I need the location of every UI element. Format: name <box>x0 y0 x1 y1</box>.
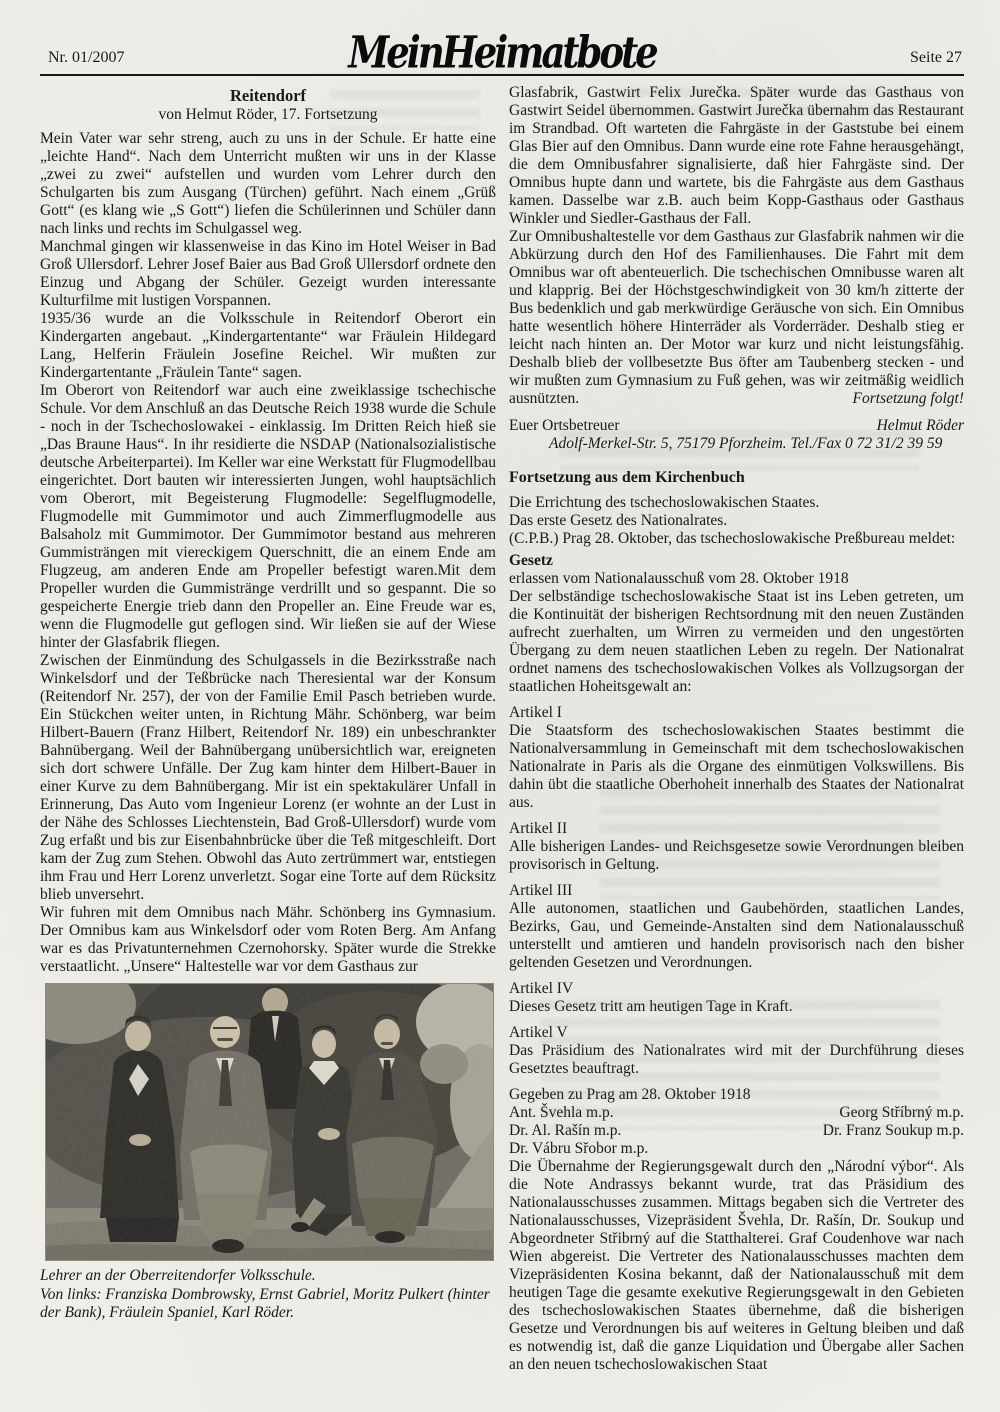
page-header <box>40 0 964 76</box>
article-section <box>509 980 964 1016</box>
article-label: Artikel I <box>509 704 562 721</box>
law-body: Der selbständige tschechoslowakische Staat ist ins Leben getreten, um die Kontinuität der bisherigen Rechtsordnung mit den neuen Zuständen aufrecht zuerhalten, um Wirren zu vermeiden und den ungestörten Übergang zu dem neuen staatlichen Leben zu regeln. Der Nationalrat ordnet namens des tschechoslowakischen Volkes als Vollzugsorgan der staatlichen Hoheitsgewalt an: <box>509 588 964 695</box>
photo-caption-line2: Von links: Franziska Dombrowsky, Ernst Gabriel, Moritz Pulkert (hinter der Bank), Fräulein Spaniel, Karl Röder. <box>40 1285 490 1321</box>
intro-line: Die Errichtung des tschechoslowakischen Staates. <box>509 494 820 511</box>
issue-number: Nr. 01/2007 <box>48 49 125 66</box>
paragraph: Im Oberort von Reitendorf war auch eine zweiklassige tschechische Schule. Vor dem Anschluß an das Deutsche Reich 1938 wurde die Schule - noch in der Tschechoslowakei - einklassig. Im Dritten Reich hieß sie „Das Braune Haus“. In ihr residierte die NSDAP (Nationalsozialistische deutsche Arbeiterpartei). Im Keller war eine Werkstatt für Flugmodellbau eingerichtet. Dort bauten wir interessierten Jungen, wohl hauptsächlich vom Oberort, mit Begeisterung Flugmodelle: Segelflugmodelle, Flugmodelle mit Gummimotor und auch Zimmerflugmodelle aus Balsaholz mit Gummimotor. Der Gummimotor bestand aus mehreren Gummisträngen mit viereckigem Querschnitt, die an einem Ende am Flugzeug, am anderen Ende am Propeller befestigt waren.Mit dem Propeller wurden die Gummistränge verdrillt und so gespannt. Die so gespeicherte Energie trieb dann den Propeller an. Eine Freude war es, wenn die Flugmodelle gut geflogen sind. Wir ließen sie auf der Wiese hinter der Glasfabrik fliegen. <box>40 382 496 651</box>
article-label: Artikel IV <box>509 980 574 997</box>
article-section <box>509 704 964 812</box>
signature-row <box>509 1122 964 1140</box>
signatures-block <box>509 1104 964 1158</box>
signoff-address: Adolf-Merkel-Str. 5, 75179 Pforzheim. Tel./Fax 0 72 31/2 39 59 <box>549 435 943 452</box>
signature-row <box>509 1140 964 1158</box>
paragraph: Glasfabrik, Gastwirt Felix Jurečka. Später wurde das Gasthaus von Gastwirt Seidel übernommen. Gastwirt Jurečka übernahm das Restaurant im Strandbad. Oft warteten die Fahrgäste in der Gaststube bei einem Glas Bier auf den Omnibus. Dann wurde eine rote Fahne herausgehängt, die dem Omnibusfahrer signalisierte, daß hier Fahrgäste sind. Der Omnibus hupte dann und wartete, bis die Fahrgäste aus dem Gasthaus kamen. Dasselbe war z.B. auch beim Kopp-Gasthaus oder Gasthaus Winkler und Siedler-Gasthaus der Fall. <box>509 84 964 227</box>
group-photo <box>45 983 494 1261</box>
article-text: Dieses Gesetz tritt am heutigen Tage in Kraft. <box>509 998 793 1015</box>
paragraph: 1935/36 wurde an die Volksschule in Reitendorf Oberort ein Kindergarten angebaut. „Kindergartentante“ war Fräulein Hildegard Lang, Helferin Fräulein Josefine Reichel. Wir mußten zur Kindergartentante „Fräulein Tante“ sagen. <box>40 310 496 381</box>
signoff-author: Helmut Röder <box>876 417 964 434</box>
signature: Ant. Švehla m.p. <box>509 1104 614 1121</box>
dateline: Gegeben zu Prag am 28. Oktober 1918 <box>509 1086 751 1103</box>
group-photo-illustration <box>46 984 493 1260</box>
continuation-note: Fortsetzung folgt! <box>852 390 964 407</box>
article-label: Artikel V <box>509 1024 568 1041</box>
law-label: Gesetz <box>509 552 553 569</box>
article-label: Artikel III <box>509 882 573 899</box>
intro-line: Das erste Gesetz des Nationalrates. <box>509 512 728 529</box>
signature: Georg Stříbrný m.p. <box>839 1104 964 1121</box>
signature: Dr. Vábru Sřobor m.p. <box>509 1140 649 1157</box>
photo-caption-line1: Lehrer an der Oberreitendorfer Volksschule. <box>40 1267 316 1284</box>
paragraph-with-continuation <box>509 228 964 408</box>
masthead-logo: MeinHeimatbote <box>348 26 656 78</box>
paragraph: Mein Vater war sehr streng, auch zu uns in der Schule. Er hatte eine „leichte Hand“. Nach dem Unterricht mußten wir uns in der Klasse „zwei zu zwei“ aufstellen und wurden vom Lehrer durch den Schulgarten bis zum Ausgang (Türchen) geführt. Nach einem „Grüß Gott“ (es klang wie „S Gott“) liefen die Schülerinnen und Schüler dann nach links und rechts im Schulgassel weg. <box>40 130 496 237</box>
signoff-block <box>509 417 964 453</box>
paragraph: Manchmal gingen wir klassenweise in das Kino im Hotel Weiser in Bad Groß Ullersdorf. Lehrer Josef Baier aus Bad Groß Ullersdorf ordnete den Einzug und Abgang der Schüler. Gezeigt wurden interessante Kulturfilme mit lustigen Vorspannen. <box>40 238 496 309</box>
signature: Dr. Franz Soukup m.p. <box>822 1122 964 1139</box>
article-text: Das Präsidium des Nationalrates wird mit der Durchführung dieses Gesetztes beauftragt. <box>509 1042 964 1077</box>
law-issued-line: erlassen vom Nationalausschuß vom 28. Oktober 1918 <box>509 570 849 587</box>
intro-line: (C.P.B.) Prag 28. Oktober, das tschechoslowakische Preßbureau meldet: <box>509 530 956 547</box>
paragraph-text: Zur Omnibushaltestelle vor dem Gasthaus zur Glasfabrik nahmen wir die Abkürzung durch den Hof des Familienhauses. Die Fahrt mit dem Omnibus war oft abenteuerlich. Die tschechischen Omnibusse waren alt und klapprig. Bei der Höchstgeschwindigkeit von 30 km/h zitterte der Bus bedenklich und gab merkwürdige Geräusche von sich. Ein Omnibus hatte wesentlich höhere Hinterräder als Vorderräder. Deshalb stieg er leicht nach hinten an. Der Motor war kurz und nicht leistungsfähig. Deshalb blieb der vollbesetzte Bus öfter am Taubenberg stecken - und wir mußten zum Gymnasium zu Fuß gehen, was wir zeitmäßig weidlich ausnützten. <box>509 228 964 407</box>
left-column <box>40 84 496 1374</box>
article-subtitle: von Helmut Röder, 17. Fortsetzung <box>158 106 378 123</box>
article-section <box>509 820 964 874</box>
closing-paragraph: Die Übernahme der Regierungsgewalt durch den „Národní výbor“. Als die Note Andrassys bekannt wurde, trat das Präsidium des Nationalausschusses zusammen. Mittags begaben sich die Vertreter des Nationalausschusses, Vizepräsident Švehla, Dr. Rašín, Dr. Soukup und Abgeordneter Střibrný auf die Statthalterei. Graf Coudenhove war nach Wien abgereist. Die Vertreter des Nationalausschusses machten dem Vizepräsidenten Kosina bekannt, daß der Nationalausschuß mit dem heutigen Tage die gesamte exekutive Regierungsgewalt in den Gebieten des tschechoslowakischen Staates übernehme, daß die bisherigen Gesetze und Verordnungen bis auf weiteres in Geltung bleiben und daß es notwendig ist, daß die ganze Liquidation und Übergabe aller Sachen an den neuen tschechoslowakischen Staat <box>509 1158 964 1373</box>
right-column <box>509 84 964 1374</box>
article-section <box>509 882 964 972</box>
page-number: Seite 27 <box>910 49 962 66</box>
signature: Dr. Al. Rašín m.p. <box>509 1122 622 1139</box>
article-text: Alle autonomen, staatlichen und Gaubehörden, staatlichen Landes, Bezirks, Gau, und Gemeinde-Anstalten sind dem Nationalausschuß unterstellt und amtieren und handeln provisorisch nach den bisher geltenden Gesetzen und Verordnungen. <box>509 900 964 971</box>
paragraph: Wir fuhren mit dem Omnibus nach Mähr. Schönberg ins Gymnasium. Der Omnibus kam aus Winkelsdorf oder vom Roten Berg. Am Anfang war es das Privatunternehmen Czernohorsky. Später wurde die Strekke verstaatlicht. „Unsere“ Haltestelle war vor dem Gasthaus zur <box>40 904 496 975</box>
article-title: Reitendorf <box>229 86 307 105</box>
article-label: Artikel II <box>509 820 568 837</box>
article-text: Alle bisherigen Landes- und Reichsgesetze sowie Verordnungen bleiben provisorisch in Geltung. <box>509 838 964 873</box>
section-heading: Fortsetzung aus dem Kirchenbuch <box>509 469 745 486</box>
photo-caption <box>40 1267 496 1323</box>
article-section <box>509 1024 964 1078</box>
paragraph: Zwischen der Einmündung des Schulgassels in die Bezirksstraße nach Winkelsdorf und der Teßbrücke nach Theresiental war der Konsum (Reitendorf Nr. 257), der von der Familie Emil Pasch betrieben wurde. Ein Stückchen weiter unten, in Richtung Mähr. Schönberg, war beim Hilbert-Bauern (Franz Hilbert, Reitendorf Nr. 189) ein unbeschrankter Bahnübergang. Weil der Bahnübergang unübersichtlich war, ereigneten sich dort schwere Unfälle. Der Zug kam hinter dem Hilbert-Bauer in einer Kurve zu dem Bahnübergang. Mir ist ein spektakulärer Unfall in Erinnerung, Das Auto vom Ingenieur Lorenz (er wohnte an der Lust in der Nähe des Schlosses Liechtenstein, Bad Groß-Ullersdorf) wurde vom Zug erfaßt und bis zur Eisenbahnbrücke über die Teß mitgeschleift. Dort kam der Zug zum Stehen. Obwohl das Auto zertrümmert war, entstiegen ihm Frau und Herr Lorenz unverletzt. Sogar eine Torte auf dem Rücksitz blieb unversehrt. <box>40 652 496 903</box>
two-column-layout <box>0 76 1000 1374</box>
signature-row <box>509 1104 964 1122</box>
article-text: Die Staatsform des tschechoslowakischen Staates bestimmt die Nationalversammlung in Gemeinschaft mit dem tschechoslowakischen Nationalrate in Paris als die Organe des einmütigen Volkswillens. Bis dahin übt die staatliche Oberhoheit innerhalb des Staates der Nationalrat aus. <box>509 722 964 811</box>
signoff-role: Euer Ortsbetreuer <box>509 417 620 434</box>
